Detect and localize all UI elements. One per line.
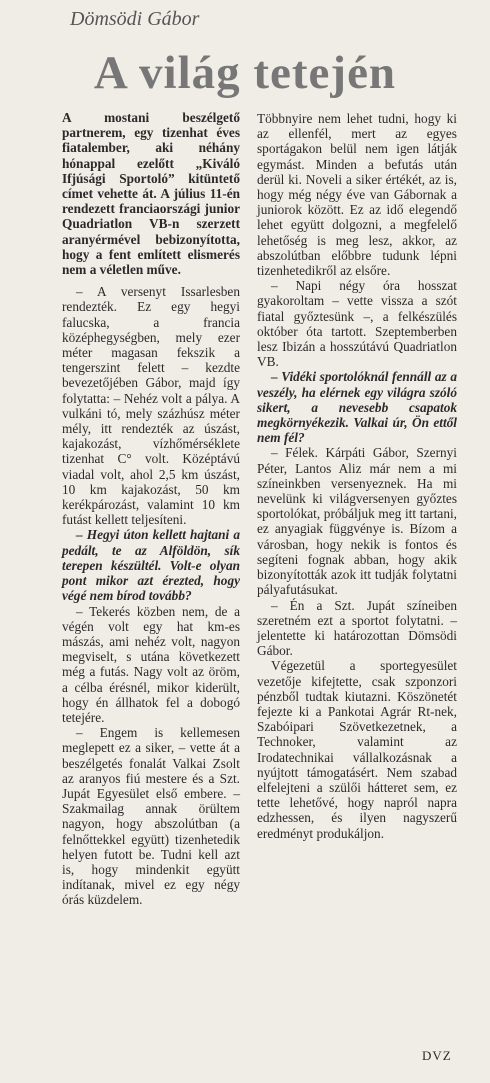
paragraph-2: – Tekerés közben nem, de a végén volt egy hat km-es mászás, ami nehéz volt, nagyon megviselt, s utána következett még a futás. Nagy volt az öröm, a célba érésnél, mikor kiderült, hogy én állhatok fel a dobogó tetejére. [62,603,240,725]
author-byline: Dömsödi Gábor [70,8,200,30]
author-initials: DVZ [422,1048,452,1063]
paragraph-4: Többnyire nem lehet tudni, hogy ki az ellenfél, mert az egyes sportágakon belül nem igen látják egymást. Minden a befutás után derül ki. Noveli a siker értékét, az is, hogy még négy éve van Gábornak a juniorok között. Ez az idő elegendő lehet együtt dolgozni, a megfelelő lehetőség is meg lesz, akkor, az abszolútban előbbre tudunk lépni tizenhetedikről az elsőre. [257,111,457,279]
question-2: – Vidéki sportolóknál fennáll az a veszély, ha elérnek egy világra szóló sikert, a nevesebb csapatok megkörnyékezik. Valkai úr, Ön ettől nem fél? [257,369,457,446]
article-title: A világ tetején [93,47,397,99]
paragraph-6: – Félek. Kárpáti Gábor, Szernyi Péter, Lantos Aliz már nem a mi színeinkben versenyeznek. Ha mi nevelünk ki világversenyen győztes sportolókat, próbáljuk meg itt tartani, ez anyagiak függvénye is. Bízom a városban, hogy nekik is fontos és segíteni fognak abban, hogy akik bizonyították azok itt tudják folytatni pályafutásukat. [257,445,457,598]
question-1: – Hegyi úton kellett hajtani a pedált, te az Alföldön, sík terepen készültél. Volt-e olyan pont mikor azt érezted, hogy végé nem bírod tovább? [62,527,240,604]
article-column-right [257,111,457,841]
article-lead: A mostani beszélgető partnerem, egy tizenhat éves fiatalember, aki néhány hónappal ezelőtt „Kiváló Ifjúsági Sportoló” kitüntető címet vehette át. A július 11-én rendezett franciaországi junior Quadriatlon VB-n szerzett aranyérmével bebizonyította, hogy a fent említett elismerés nem a véletlen műve. [62,110,240,278]
paragraph-7: – Én a Szt. Jupát színeiben szeretném ezt a sportot folytatni. – jelentette ki határozottan Dömsödi Gábor. [257,597,457,659]
paragraph-5: – Napi négy óra hosszat gyakoroltam – vette vissza a szót fiatal győztesünk –, a felkészülés október óta tartott. Szeptemberben lesz Ibizán a hosszútávú Quadriatlon VB. [257,278,457,370]
paragraph-3: – Engem is kellemesen meglepett ez a siker, – vette át a beszélgetés fonalát Valkai Zsolt az aranyos fiú mestere és a Szt. Jupát Egyesület első embere. – Szakmailag annak örültem nagyon, hogy abszolútban (a felnőttekkel együtt) tizenhetedik helyen futott be. Tudni kell azt is, hogy mindenkit együtt indítanak, mivel ez egy négy órás küzdelem. [62,725,240,908]
paragraph-8: Végezetül a sportegyesület vezetője kifejtette, csak szponzori pénzből tudtak kiutazni. Köszönetét fejezte ki a Pankotai Agrár Rt-nek, Szabóipari Szövetkezetnek, a Technoker, valamint az Irodatechnikai vállalkozásnak a nyújtott támogatásért. Nem szabad elfelejteni a szülői hátteret sem, ez tette lehetővé, hogy napról napra edzhessen, és ilyen nagyszerű eredményt produkáljon. [257,658,457,841]
paragraph-1: – A versenyt Issarlesben rendezték. Ez egy hegyi falucska, a francia középhegységben, mely ezer méter magasan fekszik a tengerszint felett – kezdte bevezetőjében Gábor, majd így folytatta: – Nehéz volt a pálya. A vulkáni tó, mely százhúsz méter mély, itt rendezték az úszást, kajakozást, vízhőmérséklete tizenhat C° volt. Középtávú viadal volt, ahol 2,5 km úszást, 10 km kajakozást, 50 km kerékpározást, valamint 10 km futást kellett teljesíteni. [62,284,240,528]
article-column-left [62,110,240,908]
